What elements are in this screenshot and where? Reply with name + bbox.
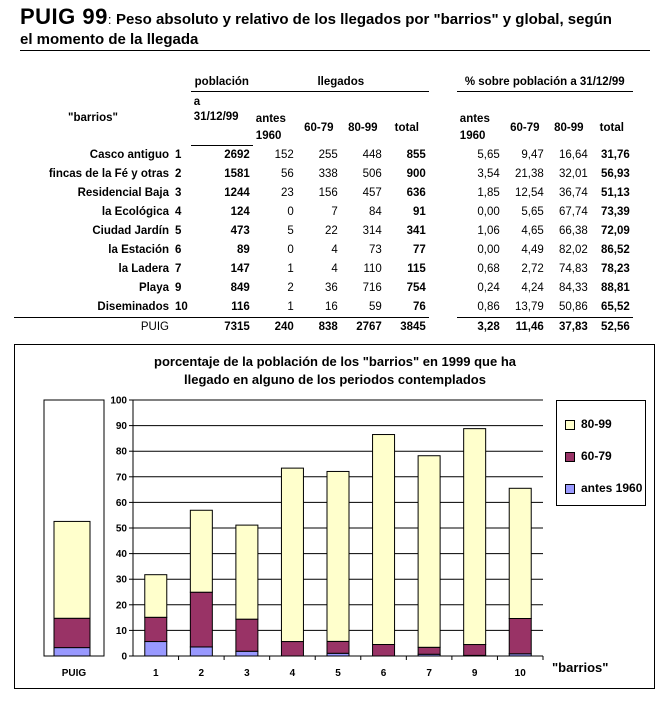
cell-p2: 82,02	[559, 244, 588, 256]
cell-antes: 5	[287, 225, 294, 237]
y-tick-label: 40	[115, 549, 127, 561]
cell-pt: 31,76	[601, 148, 630, 161]
cell-name: la Ladera	[118, 263, 169, 275]
cell-pob: 2692	[224, 149, 250, 161]
legend-swatch-6079	[565, 452, 575, 462]
cell-p8099: 84	[369, 206, 382, 218]
cell-num: 5	[175, 225, 182, 237]
col-header-antes-1: antes	[255, 112, 286, 125]
table-row	[14, 279, 633, 298]
y-tick-label: 0	[121, 651, 127, 663]
col-header-barrios: "barrios"	[68, 112, 118, 125]
cell-p1: 4,49	[521, 244, 544, 256]
x-tick-label: 9	[471, 668, 478, 679]
col-header-pct-antes-2: 1960	[459, 129, 486, 142]
x-axis-title: "barrios"	[552, 660, 609, 675]
legend-item-6079	[565, 449, 612, 463]
cell-name: Ciudad Jardín	[92, 225, 169, 237]
cell-p6079: 7	[331, 206, 338, 218]
cell-num: 1	[175, 148, 182, 161]
cell-antes: 23	[281, 187, 294, 199]
total-pct-6079: 11,46	[503, 317, 547, 337]
chart-title-line1: porcentaje de la población de los "barrios" en 1999 que ha	[154, 354, 516, 369]
table-row	[14, 222, 633, 241]
y-tick-label: 20	[115, 600, 127, 612]
cell-p2: 66,38	[559, 225, 588, 237]
cell-pt: 78,23	[601, 263, 630, 275]
cell-name: fincas de la Fé y otras	[48, 168, 169, 180]
cell-p8099: 59	[369, 301, 382, 313]
chart-title-line2: llegado en alguno de los periodos contemplados	[184, 372, 486, 387]
cell-pob: 473	[230, 225, 250, 237]
cell-name: Playa	[138, 282, 169, 294]
cell-antes: 1	[287, 263, 294, 275]
cell-pa: 0,68	[477, 263, 500, 275]
cell-num: 4	[175, 206, 182, 218]
cell-p6079: 338	[318, 168, 338, 180]
cell-name: Diseminados	[97, 301, 169, 313]
cell-p8099: 716	[362, 282, 382, 294]
table-row	[14, 145, 633, 165]
cell-pob: 116	[231, 301, 250, 313]
col-header-llegados: llegados	[253, 72, 429, 92]
col-header-poblacion: población	[191, 72, 253, 92]
cell-p6079: 255	[318, 148, 338, 161]
cell-p2: 32,01	[559, 168, 588, 180]
cell-p1: 5,65	[521, 206, 544, 218]
cell-num: 9	[175, 282, 182, 294]
total-antes: 240	[253, 317, 297, 337]
y-tick-label: 10	[115, 625, 127, 637]
cell-p8099: 314	[362, 225, 382, 237]
report-title-line1: Peso absoluto y relativo de los llegados por "barrios" y global, según	[115, 11, 612, 28]
col-header-pct: % sobre población a 31/12/99	[457, 72, 633, 92]
cell-p1: 4,65	[521, 225, 544, 237]
cell-pt: 72,09	[601, 225, 630, 237]
cell-antes: 2	[287, 282, 294, 294]
cell-pa: 0,86	[477, 301, 500, 313]
cell-pt: 65,52	[601, 301, 630, 313]
cell-p1: 4,24	[521, 282, 544, 294]
col-header-pct-6079: 60-79	[510, 122, 540, 134]
cell-antes: 0	[287, 244, 294, 256]
cell-p8099: 448	[362, 148, 382, 161]
cell-pa: 0,00	[477, 206, 500, 218]
cell-num: 7	[175, 263, 182, 275]
cell-pa: 1,85	[477, 187, 500, 199]
legend-swatch-8099	[565, 420, 575, 430]
cell-name: Residencial Baja	[77, 187, 169, 199]
table-total-row	[14, 317, 633, 337]
col-header-pct-total: total	[599, 122, 624, 134]
header-separator: :	[107, 12, 112, 27]
table-row	[14, 298, 633, 318]
total-6079: 838	[297, 317, 341, 337]
table-row	[14, 241, 633, 260]
cell-total: 855	[406, 148, 426, 161]
table-row	[14, 260, 633, 279]
y-tick-label: 100	[110, 395, 127, 407]
legend-swatch-antes	[565, 484, 575, 494]
legend-label-6079: 60-79	[581, 449, 612, 463]
cell-p1: 2,72	[521, 263, 544, 275]
header-rule	[20, 50, 650, 51]
x-tick-label: 1	[152, 668, 159, 679]
table-header-row-2	[14, 92, 633, 112]
cell-num: 6	[175, 244, 182, 256]
cell-p6079: 16	[325, 301, 338, 313]
cell-p1: 12,54	[515, 187, 544, 199]
cell-p8099: 457	[362, 187, 382, 199]
legend-label-8099: 80-99	[581, 417, 612, 431]
cell-p6079: 4	[331, 263, 338, 275]
report-code: PUIG 99	[20, 4, 108, 29]
cell-pt: 73,39	[601, 206, 630, 218]
cell-p2: 50,86	[559, 301, 588, 313]
col-header-fecha: 31/12/99	[191, 111, 253, 145]
cell-pt: 88,81	[601, 282, 630, 294]
total-total: 3845	[385, 317, 429, 337]
x-tick-label: 7	[426, 668, 432, 679]
cell-pt: 86,52	[601, 244, 630, 256]
cell-total: 636	[406, 187, 426, 199]
cell-pa: 0,24	[477, 282, 500, 294]
cell-pob: 147	[230, 263, 250, 275]
cell-num: 10	[175, 301, 188, 313]
cell-p1: 13,79	[515, 301, 544, 313]
cell-pob: 849	[230, 282, 250, 294]
total-pct-total: 52,56	[591, 317, 633, 337]
cell-name: Casco antiguo	[89, 148, 169, 161]
chart-frame	[14, 344, 655, 689]
cell-p2: 36,74	[559, 187, 588, 199]
cell-pa: 1,06	[477, 225, 500, 237]
cell-total: 76	[413, 301, 426, 313]
report-title-line2: el momento de la llegada	[20, 31, 199, 48]
table-header-row-1	[14, 72, 633, 92]
table-row	[14, 203, 633, 222]
y-tick-label: 30	[115, 574, 127, 586]
col-header-total: total	[394, 122, 419, 134]
col-header-pct-antes-1: antes	[459, 112, 490, 125]
chart-legend	[556, 400, 646, 506]
cell-total: 341	[406, 225, 426, 237]
cell-p8099: 110	[363, 263, 382, 275]
cell-antes: 0	[287, 206, 294, 218]
x-tick-label: 10	[514, 668, 526, 679]
cell-p2: 84,33	[559, 282, 588, 294]
legend-item-8099	[565, 417, 612, 431]
total-pct-8099: 37,83	[547, 317, 591, 337]
col-header-a: a	[193, 95, 201, 108]
y-tick-label: 60	[115, 497, 127, 509]
cell-antes: 1	[287, 301, 294, 313]
chart-title	[120, 353, 550, 389]
cell-total: 91	[413, 206, 426, 218]
cell-pob: 1581	[224, 168, 250, 180]
cell-p6079: 156	[318, 187, 338, 199]
cell-p2: 74,83	[559, 263, 588, 275]
cell-antes: 56	[281, 168, 294, 180]
cell-total: 754	[406, 282, 426, 294]
table-row	[14, 184, 633, 203]
cell-pob: 1244	[224, 187, 250, 199]
page-header	[20, 4, 650, 50]
cell-p8099: 506	[362, 168, 382, 180]
cell-antes: 152	[274, 148, 294, 161]
col-header-8099: 80-99	[348, 122, 378, 134]
cell-pt: 56,93	[601, 168, 630, 180]
x-tick-label: 4	[289, 668, 296, 679]
cell-num: 3	[175, 187, 182, 199]
cell-total: 900	[406, 168, 426, 180]
cell-pa: 3,54	[477, 168, 500, 180]
cell-p1: 9,47	[521, 148, 544, 161]
y-tick-label: 90	[115, 421, 127, 433]
col-header-antes-2: 1960	[255, 129, 282, 142]
data-table	[14, 72, 633, 337]
col-header-pct-8099: 80-99	[554, 122, 584, 134]
table-row	[14, 165, 633, 184]
cell-pa: 0,00	[477, 244, 500, 256]
legend-item-antes	[565, 481, 642, 495]
x-tick-label: 3	[244, 668, 250, 679]
y-tick-label: 70	[115, 472, 127, 484]
cell-total: 115	[407, 263, 426, 275]
col-header-6079: 60-79	[304, 122, 334, 134]
cell-p2: 67,74	[559, 206, 588, 218]
cell-name: la Estación	[108, 244, 169, 256]
total-pob: 7315	[191, 317, 253, 337]
cell-p6079: 22	[325, 225, 338, 237]
x-tick-label-puig: PUIG	[61, 668, 87, 679]
x-tick-label: 5	[335, 668, 341, 679]
cell-num: 2	[175, 168, 182, 180]
cell-p1: 21,38	[515, 168, 544, 180]
y-tick-label: 50	[115, 523, 127, 535]
cell-p8099: 73	[369, 244, 382, 256]
cell-p6079: 36	[325, 282, 338, 294]
cell-p2: 16,64	[559, 148, 588, 161]
x-tick-label: 2	[198, 668, 205, 679]
x-tick-label: 6	[380, 668, 387, 679]
cell-pt: 51,13	[601, 187, 630, 199]
cell-p6079: 4	[331, 244, 338, 256]
total-name: PUIG	[14, 317, 172, 337]
total-pct-antes: 3,28	[457, 317, 503, 337]
cell-total: 77	[413, 244, 426, 256]
cell-name: la Ecológica	[101, 206, 169, 218]
cell-pa: 5,65	[477, 148, 500, 161]
y-tick-label: 80	[115, 446, 127, 458]
cell-pob: 89	[237, 244, 250, 256]
total-8099: 2767	[341, 317, 385, 337]
cell-pob: 124	[230, 206, 250, 218]
legend-label-antes: antes 1960	[581, 481, 643, 495]
